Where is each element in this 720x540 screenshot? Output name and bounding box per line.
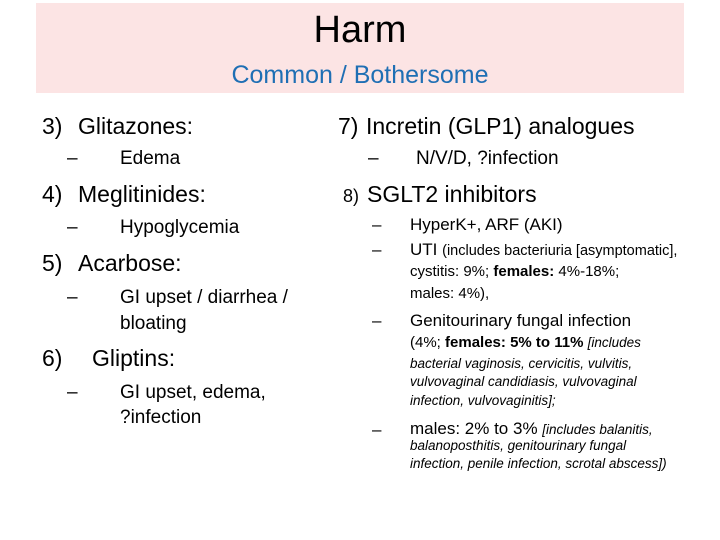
males-includes: [includes balanitis, bbox=[542, 422, 653, 437]
incretin-number: 7) bbox=[338, 113, 359, 139]
dash-bullet: – bbox=[372, 420, 382, 439]
page-subtitle: Common / Bothersome bbox=[231, 61, 489, 89]
dash-bullet: – bbox=[368, 148, 379, 169]
genito-females-label: females: bbox=[445, 334, 506, 351]
dash-bullet: – bbox=[67, 217, 78, 238]
page-title: Harm bbox=[313, 9, 407, 51]
uti-females-label: females: bbox=[493, 263, 555, 280]
sglt2-number: 8) bbox=[343, 186, 360, 206]
genito-females-value: 5% to 11% bbox=[510, 334, 584, 351]
uti-label: UTI bbox=[410, 240, 438, 259]
acarbose-number: 5) bbox=[42, 250, 63, 276]
dash-bullet: – bbox=[67, 382, 78, 403]
dash-bullet: – bbox=[372, 311, 382, 330]
sglt2-genito-line4: vulvovaginal candidiasis, vulvovaginal bbox=[410, 374, 637, 389]
genito-pct: (4%; bbox=[410, 334, 441, 351]
gliptins-item-line1: GI upset, edema, bbox=[120, 382, 266, 403]
uti-note: (includes bacteriuria [asymptomatic], bbox=[442, 243, 678, 259]
sglt2-males-line3: infection, penile infection, scrotal abscess]) bbox=[410, 456, 667, 471]
sglt2-heading: SGLT2 inhibitors bbox=[367, 181, 537, 207]
gliptins-item-line2: ?infection bbox=[120, 407, 202, 428]
sglt2-hyperk: HyperK+, ARF (AKI) bbox=[410, 215, 563, 234]
glitazones-number: 3) bbox=[42, 113, 63, 139]
dash-bullet: – bbox=[67, 287, 78, 308]
gliptins-number: 6) bbox=[42, 345, 63, 371]
dash-bullet: – bbox=[372, 240, 382, 259]
meglitinides-number: 4) bbox=[42, 181, 63, 207]
dash-bullet: – bbox=[372, 215, 382, 234]
title-banner bbox=[36, 3, 684, 93]
meglitinides-heading: Meglitinides: bbox=[78, 181, 206, 207]
acarbose-item-line2: bloating bbox=[120, 313, 187, 334]
glitazones-item: Edema bbox=[120, 148, 181, 169]
sglt2-genito-line3: bacterial vaginosis, cervicitis, vulvitis, bbox=[410, 356, 633, 371]
sglt2-males-line2: balanoposthitis, genitourinary fungal bbox=[410, 438, 627, 453]
glitazones-heading: Glitazones: bbox=[78, 113, 194, 139]
sglt2-genito-line2 bbox=[410, 334, 641, 351]
gliptins-heading: Gliptins: bbox=[92, 345, 176, 371]
incretin-item: N/V/D, ?infection bbox=[416, 148, 559, 169]
sglt2-uti-line2 bbox=[410, 263, 619, 280]
uti-females-value: 4%-18%; bbox=[558, 263, 620, 280]
sglt2-uti-line1 bbox=[410, 240, 677, 260]
sglt2-uti-line3: males: 4%), bbox=[410, 285, 490, 302]
uti-cystitis: cystitis: 9%; bbox=[410, 263, 490, 280]
males-pct: males: 2% to 3% bbox=[410, 419, 538, 438]
meglitinides-item: Hypoglycemia bbox=[120, 217, 240, 238]
dash-bullet: – bbox=[67, 148, 78, 169]
genito-includes: [includes bbox=[587, 335, 641, 350]
sglt2-genito-line1: Genitourinary fungal infection bbox=[410, 311, 632, 330]
sglt2-genito-line5: infection, vulvovaginitis]; bbox=[410, 393, 556, 408]
acarbose-heading: Acarbose: bbox=[78, 250, 182, 276]
sglt2-males-line1 bbox=[410, 419, 653, 439]
acarbose-item-line1: GI upset / diarrhea / bbox=[120, 287, 288, 308]
incretin-heading: Incretin (GLP1) analogues bbox=[366, 113, 635, 139]
